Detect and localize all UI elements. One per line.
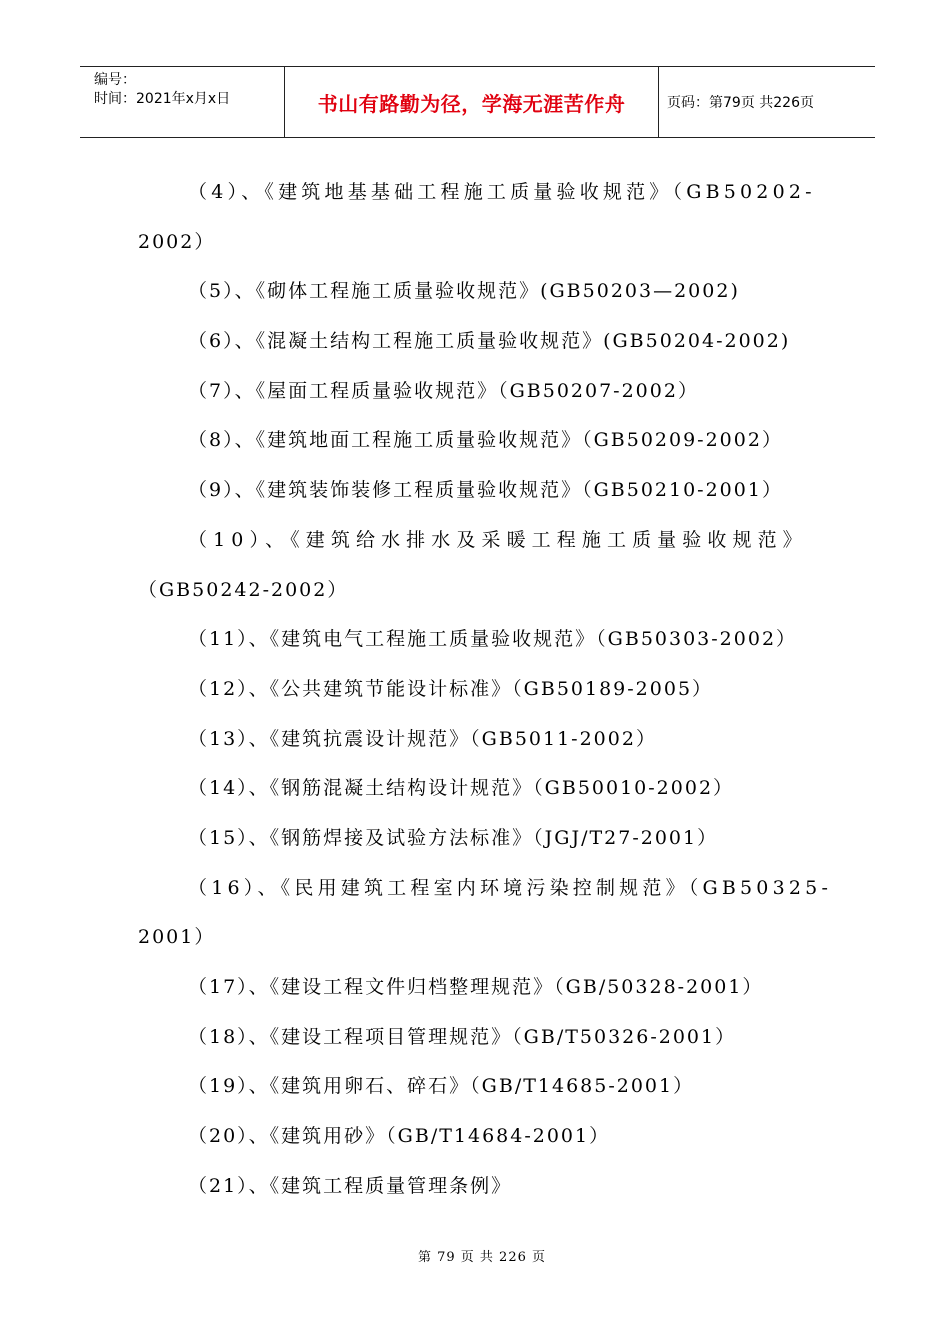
list-item: （4）、《建筑地基基础工程施工质量验收规范》（GB50202- [188, 181, 816, 203]
time-label: 时间：2021年x月x日 [94, 91, 231, 107]
list-item: （15）、《钢筋焊接及试验方法标准》（JGJ/T27-2001） [188, 826, 719, 849]
list-item: （6）、《混凝土结构工程施工质量验收规范》(GB50204-2002) [188, 330, 791, 353]
header-meta [80, 67, 285, 137]
list-item: （13）、《建筑抗震设计规范》（GB5011-2002） [188, 727, 657, 750]
header-motto: 书山有路勤为径，学海无涯苦作舟 [285, 67, 659, 137]
page-header [80, 66, 875, 138]
header-page-info: 页码：第79页 共226页 [667, 95, 814, 111]
list-item: （10）、《建筑给水排水及采暖工程施工质量验收规范》 [188, 528, 808, 551]
list-item-continuation: 2001） [138, 926, 216, 949]
list-item-continuation: 2002） [138, 230, 216, 253]
list-item: （8）、《建筑地面工程施工质量验收规范》（GB50209-2002） [188, 429, 783, 452]
list-item: （9）、《建筑装饰装修工程质量验收规范》（GB50210-2001） [188, 479, 783, 502]
list-item: （16）、《民用建筑工程室内环境污染控制规范》（GB50325- [188, 876, 833, 899]
list-item: （19）、《建筑用卵石、碎石》（GB/T14685-2001） [188, 1075, 695, 1098]
list-item: （12）、《公共建筑节能设计标准》（GB50189-2005） [188, 677, 714, 700]
list-item: （7）、《屋面工程质量验收规范》（GB50207-2002） [188, 379, 699, 402]
list-item: （17）、《建设工程文件归档整理规范》（GB/50328-2001） [188, 976, 764, 998]
list-item: （21）、《建筑工程质量管理条例》 [188, 1174, 513, 1197]
page-footer: 第 79 页 共 226 页 [417, 1250, 547, 1265]
list-item: （14）、《钢筋混凝土结构设计规范》（GB50010-2002） [188, 777, 735, 800]
list-item: （18）、《建设工程项目管理规范》（GB/T50326-2001） [188, 1025, 737, 1048]
list-item: （5）、《砌体工程施工质量验收规范》(GB50203—2002) [188, 280, 740, 303]
number-label: 编号： [94, 72, 136, 88]
list-item: （20）、《建筑用砂》（GB/T14684-2001） [188, 1125, 611, 1148]
document-body [138, 170, 838, 1213]
list-item: （11）、《建筑电气工程施工质量验收规范》（GB50303-2002） [188, 628, 798, 651]
list-item-continuation: （GB50242-2002） [138, 578, 349, 601]
